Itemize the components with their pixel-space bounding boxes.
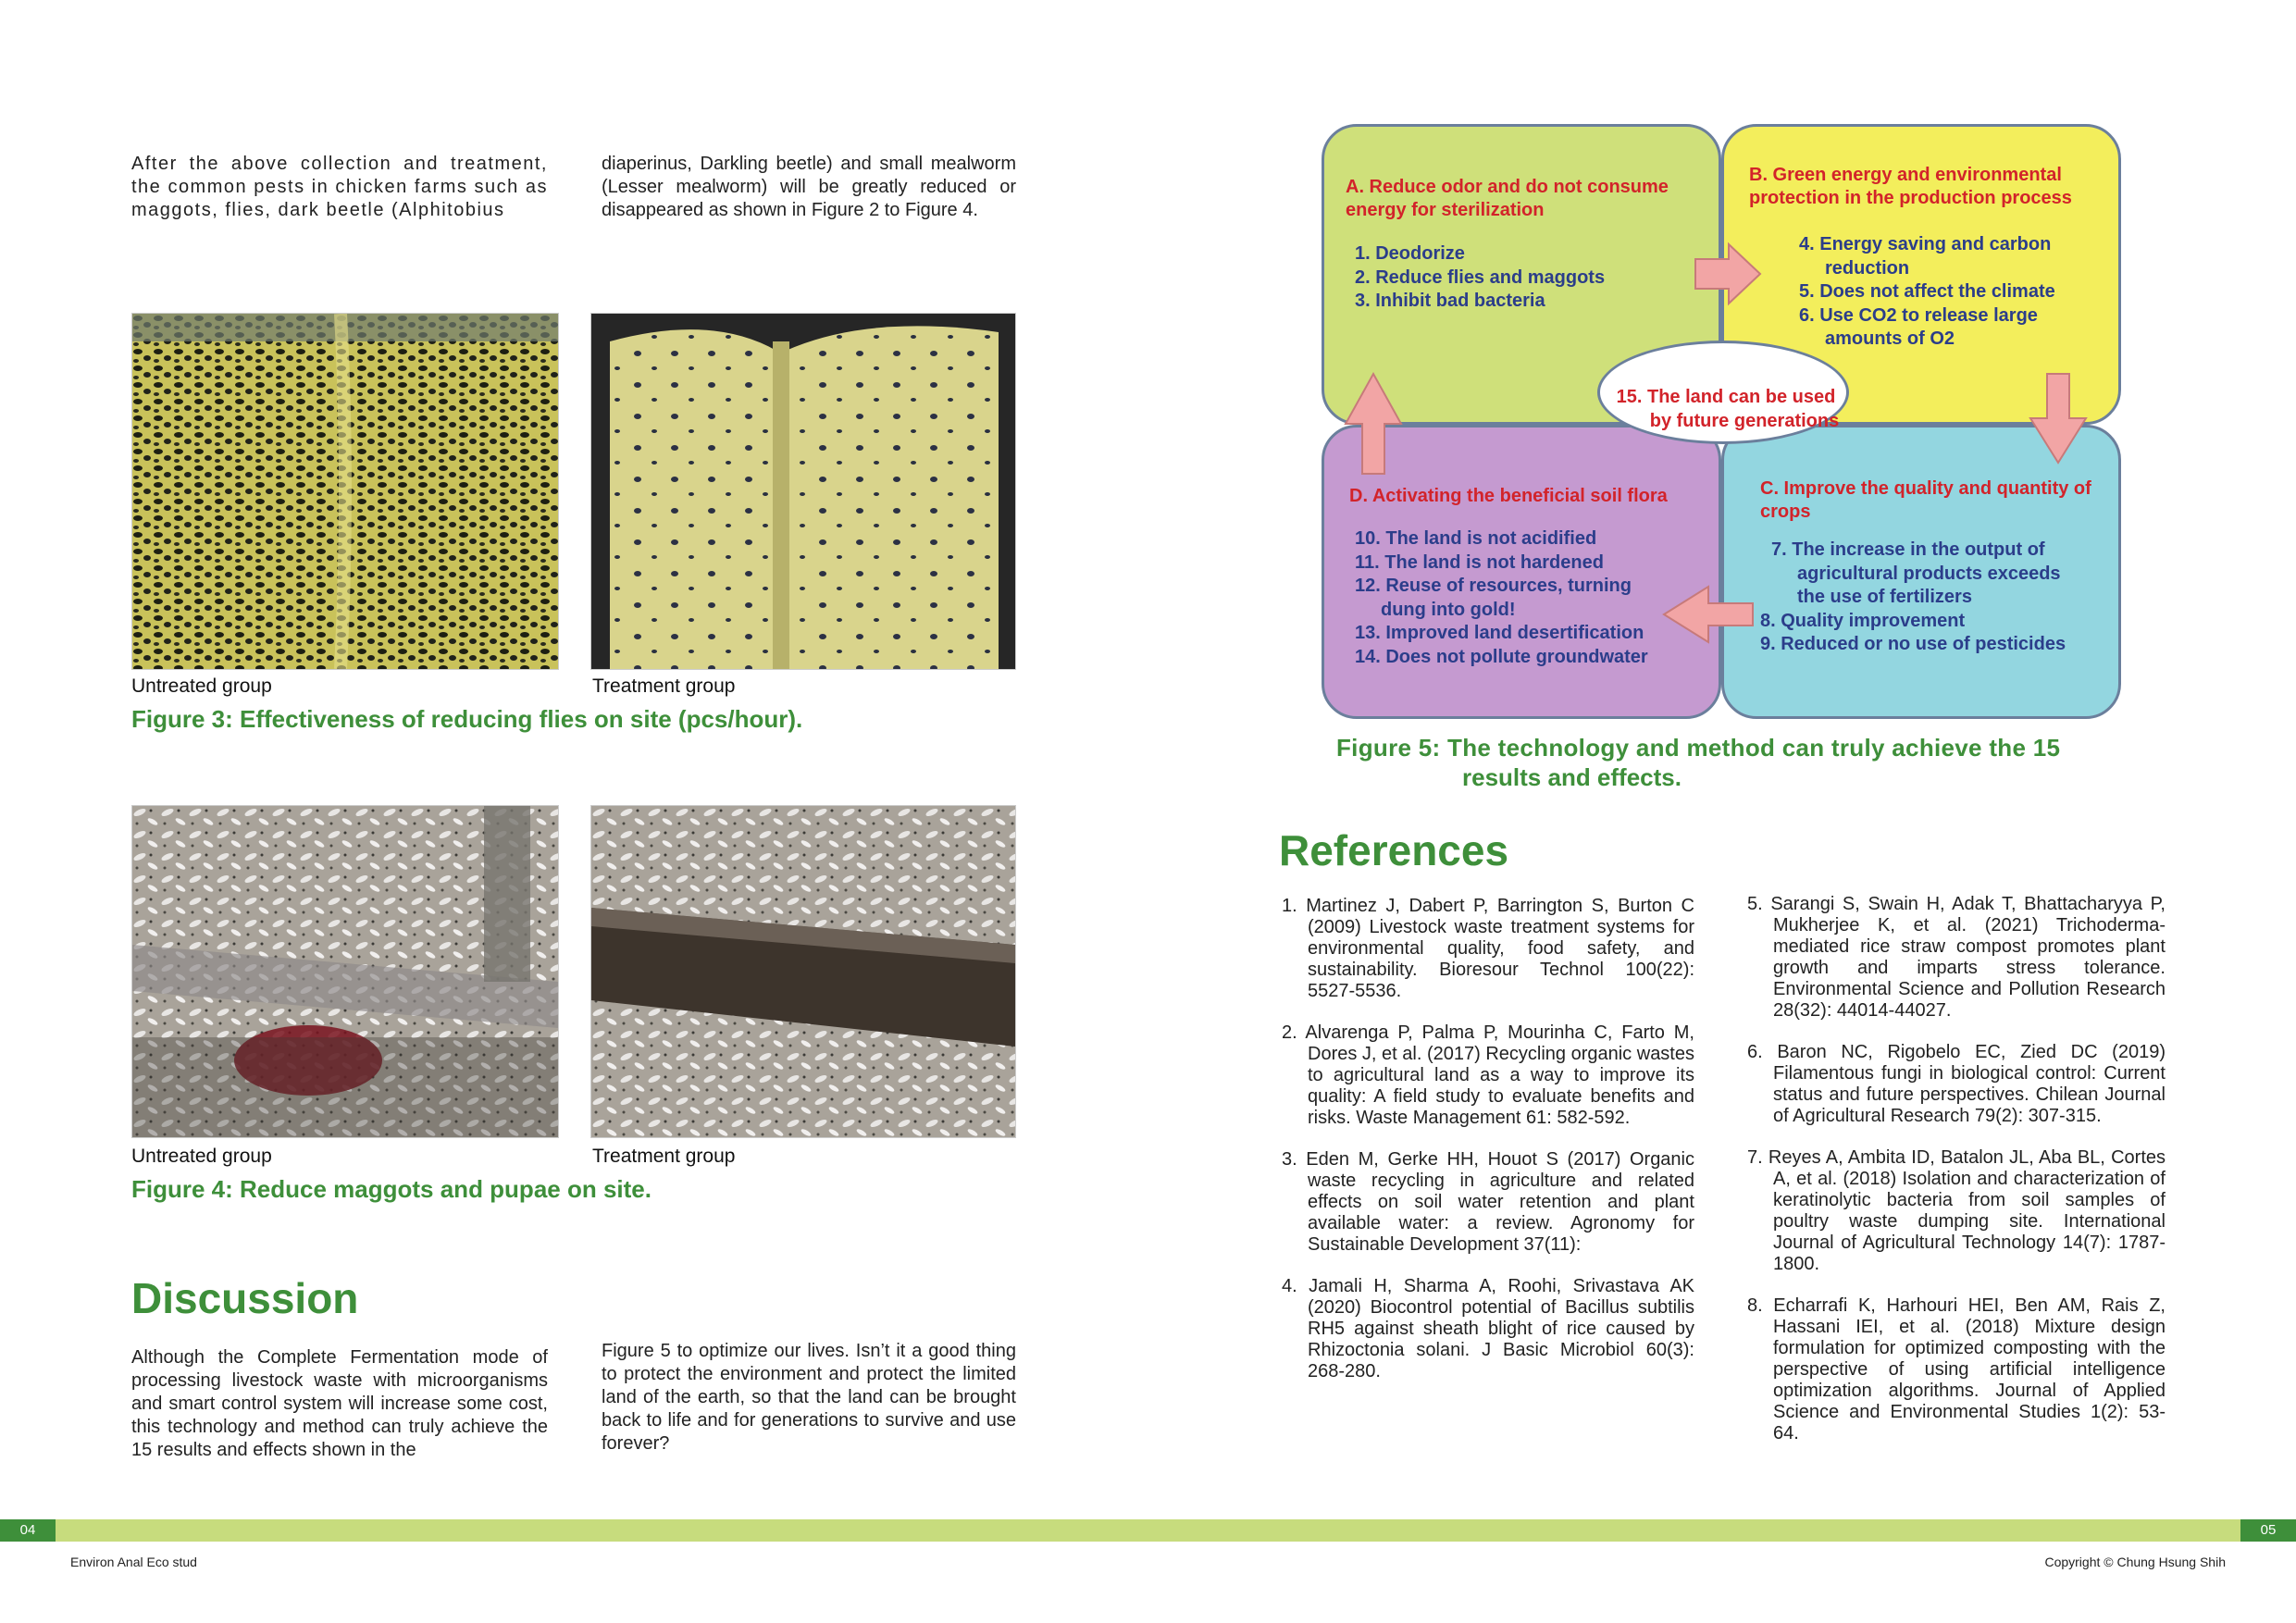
fig4-label-treatment: Treatment group [592,1146,736,1167]
item-2: 2. Reduce flies and maggots [1355,266,1606,288]
reference-item: 6. Baron NC, Rigobelo EC, Zied DC (2019) Filamentous fungi in biological control: Current status and future perspectives. Chilean Journal of Agricultural Research 79(2): 307-315. [1747,1042,2166,1126]
reference-item: 4. Jamali H, Sharma A, Roohi, Srivastava AK (2020) Biocontrol potential of Bacillus subtilis RH5 against sheath blight of rice caused by Rhizoctonia solani. J Basic Microbiol 60(3): 268-280. [1282,1276,1694,1381]
references-col1 [1282,896,1694,1403]
reference-item: 5. Sarangi S, Swain H, Adak T, Bhattacharyya P, Mukherjee K, et al. (2021) Trichoderma-mediated rice straw compost promotes plant growth and imparts stress tolerance. Environmental Science and Pollution Research 28(32): 44014-44027. [1747,894,2166,1021]
item-13: 13. Improved land desertification [1355,623,1644,643]
item-6-cont: amounts of O2 [1825,328,1955,349]
item-7-cont1: agricultural products exceeds [1797,563,2061,584]
fig5-title [1336,733,2132,792]
arrow-d-to-a [1346,374,1401,474]
page-number-right: 05 [2240,1519,2296,1542]
item-6: 6. Use CO2 to release large [1799,304,2038,326]
quadrant-a-title: A. Reduce odor and do not consume energy for sterilization [1346,177,1669,220]
fig3-treatment-photo [590,313,1016,670]
footer-bar [0,1519,2296,1542]
quadrant-a-items [1355,242,1706,314]
arrow-b-to-c [2030,374,2086,463]
intro-text-col2: diaperinus, Darkling beetle) and small mealworm (Lesser mealworm) will be greatly reduced or disappeared as shown in Figure 2 to Figure 4. [602,154,1016,220]
copyright-text: Copyright © Chung Hsung Shih [2044,1555,2226,1569]
discussion-text-col1: Although the Complete Fermentation mode of processing livestock waste with microorganisms and smart control system will increase some cost, this technology and method can truly achieve the 15 results and effects shown in the [131,1347,548,1460]
item-11: 11. The land is not hardened [1355,551,1604,573]
item-7: 7. The increase in the output of [1771,539,2045,560]
discussion-text-col2: Figure 5 to optimize our lives. Isn’t it a good thing to protect the environment and protect the limited land of the earth, so that the land can be brought back to life and for generations to survive and use forever? [602,1341,1016,1454]
item-9: 9. Reduced or no use of pesticides [1760,634,2066,654]
quadrant-b-items [1799,233,2114,352]
reference-item: 1. Martinez J, Dabert P, Barrington S, Burton C (2009) Livestock waste treatment systems for environmental quality, food safety, and sustainability. Bioresour Technol 100(22): 5527-5536. [1282,896,1694,1001]
fig5-diagram [1318,122,2125,724]
references-heading: References [1279,826,1509,874]
item-5: 5. Does not affect the climate [1799,281,2055,302]
item-8: 8. Quality improvement [1760,610,1966,631]
fig4-treatment-photo [590,805,1016,1138]
item-10: 10. The land is not acidified [1355,528,1597,549]
reference-item: 7. Reyes A, Ambita ID, Batalon JL, Aba BL, Cortes A, et al. (2018) Isolation and characterization of keratinolytic bacteria from soil samples of poultry waste dumping site. International Journal of Agricultural Technology 14(7): 1787-1800. [1747,1147,2166,1274]
fig5-title-line1: Figure 5: The technology and method can truly achieve the 15 [1336,734,2061,762]
item-12: 12. Reuse of resources, turning [1355,576,1632,596]
item-1: 1. Deodorize [1355,243,1465,264]
quadrant-d-items [1355,527,1688,669]
quadrant-c-items [1760,539,2112,657]
item-12-cont: dung into gold! [1381,599,1516,620]
journal-name: Environ Anal Eco stud [70,1555,197,1569]
center-line-1: 15. The land can be used [1616,387,1836,407]
references-col2 [1747,894,2166,1465]
reference-item: 2. Alvarenga P, Palma P, Mourinha C, Farto M, Dores J, et al. (2017) Recycling organic wastes to agricultural land as a way to improve its quality: A field study to evaluate benefits and risks. Waste Management 61: 582-592. [1282,1022,1694,1128]
item-14: 14. Does not pollute groundwater [1355,646,1648,667]
item-4-cont: reduction [1825,257,1910,279]
quadrant-d-title: D. Activating the beneficial soil flora [1349,486,1668,506]
reference-item: 8. Echarrafi K, Harhouri HEI, Ben AM, Rais Z, Hassani IEI, et al. (2018) Mixture design formulation for optimized composting with the perspective of using artificial intelligence optimization algorithms. Journal of Applied Science and Environmental Studies 1(2): 53-64. [1747,1295,2166,1443]
fig4-title: Figure 4: Reduce maggots and pupae on site. [131,1175,652,1203]
fig5-title-line2: results and effects. [1462,763,1682,791]
item-3: 3. Inhibit bad bacteria [1355,291,1545,311]
fig3-title: Figure 3: Effectiveness of reducing flies on site (pcs/hour). [131,705,803,733]
item-7-cont2: the use of fertilizers [1797,587,1972,607]
reference-item: 3. Eden M, Gerke HH, Houot S (2017) Organic waste recycling in agriculture and related effects on soil water retention and plant available water: a review. Agronomy for Sustainable Development 37(11): [1282,1149,1694,1255]
page-number-left: 04 [0,1519,56,1542]
quadrant-c-title: C. Improve the quality and quantity of crops [1760,478,2091,522]
intro-text-col1: After the above collection and treatment, the common pests in chicken farms such as maggots, flies, dark beetle (Alphitobius [131,154,548,220]
fig3-label-treatment: Treatment group [592,675,736,697]
fig4-label-untreated: Untreated group [131,1146,272,1167]
fig3-label-untreated: Untreated group [131,675,272,697]
item-4: 4. Energy saving and carbon [1799,234,2052,254]
center-goal-text [1597,385,1849,433]
discussion-heading: Discussion [131,1274,359,1322]
quadrant-b-title: B. Green energy and environmental protection in the production process [1749,165,2072,208]
fig4-untreated-photo [131,805,559,1138]
center-line-2: by future generations [1649,411,1840,431]
fig3-untreated-photo [131,313,559,670]
